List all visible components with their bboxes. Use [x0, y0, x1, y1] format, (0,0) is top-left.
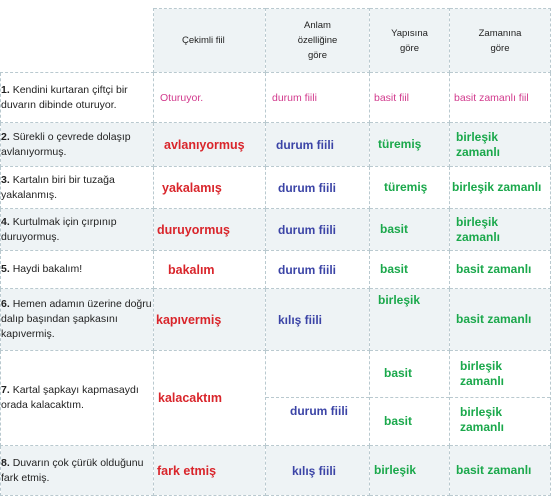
structure-cell — [370, 167, 450, 209]
structure-value: türemiş — [384, 180, 428, 194]
table-row — [1, 351, 551, 446]
structure-cell — [370, 73, 450, 123]
header-tense-label: Zamanına göre — [478, 27, 522, 54]
header-meaning — [266, 9, 370, 73]
row-number: 7. — [1, 384, 10, 396]
row-number: 5. — [1, 263, 10, 275]
table-row — [1, 446, 551, 496]
sentence-cell — [1, 351, 154, 446]
row-number: 3. — [1, 173, 10, 186]
verb-value: bakalım — [168, 262, 215, 277]
structure-cell — [370, 289, 450, 351]
table-row — [1, 73, 551, 123]
meaning-cell — [266, 351, 370, 446]
meaning-value: durum fiili — [278, 222, 336, 237]
structure-cell — [370, 446, 450, 496]
sentence-text: Hemen adamın üzerine doğru dalıp başından şapkasını kapıvermiş. — [1, 298, 152, 340]
verb-cell — [154, 446, 266, 496]
row-number: 2. — [1, 130, 10, 143]
structure-cell — [370, 209, 450, 251]
verb-cell — [154, 123, 266, 167]
verb-cell — [154, 351, 266, 446]
sentence-text: Sürekli o çevrede dolaşıp avlanıyormuş. — [1, 130, 131, 158]
meaning-value: durum fiili — [290, 404, 348, 418]
structure-cell — [370, 351, 450, 446]
header-structure — [370, 9, 450, 73]
tense-cell — [450, 289, 551, 351]
row-number: 1. — [1, 83, 10, 96]
sentence-text: Kartal şapkayı kapmasaydı orada kalacaktım. — [1, 384, 139, 411]
table-row — [1, 167, 551, 209]
structure-value-a: basit — [384, 366, 413, 380]
verb-value: yakalamış — [162, 180, 222, 195]
tense-cell — [450, 446, 551, 496]
structure-value-b: basit — [384, 414, 413, 428]
verb-cell — [154, 167, 266, 209]
sentence-text: Kartalın biri bir tuzağa yakalanmış. — [1, 173, 115, 201]
tense-cell — [450, 123, 551, 167]
tense-cell — [450, 351, 551, 446]
structure-value: türemiş — [378, 137, 422, 151]
row-number: 4. — [1, 215, 10, 228]
table-row — [1, 251, 551, 289]
meaning-cell — [266, 446, 370, 496]
verb-cell — [154, 209, 266, 251]
header-meaning-label: Anlam özelliğine göre — [297, 20, 338, 61]
meaning-value: kılış fiili — [292, 463, 337, 478]
tense-cell — [450, 73, 551, 123]
meaning-cell — [266, 167, 370, 209]
meaning-cell — [266, 123, 370, 167]
structure-value: birleşik — [378, 293, 421, 307]
structure-value: basit — [380, 262, 409, 276]
sentence-cell — [1, 446, 154, 496]
meaning-cell — [266, 289, 370, 351]
tense-cell — [450, 251, 551, 289]
tense-value: birleşik zamanlı — [452, 180, 542, 194]
verb-value: kalacaktım — [158, 391, 222, 405]
verb-cell — [154, 289, 266, 351]
tense-value: basit zamanlı fiil — [454, 91, 529, 104]
sentence-cell — [1, 73, 154, 123]
row-number: 6. — [1, 298, 10, 310]
meaning-value: durum fiili — [272, 91, 317, 104]
meaning-cell — [266, 209, 370, 251]
verb-value: kapıvermiş — [156, 312, 222, 327]
structure-cell — [370, 123, 450, 167]
header-structure-label: Yapısına göre — [391, 27, 428, 54]
sentence-cell — [1, 289, 154, 351]
tense-cell — [450, 209, 551, 251]
meaning-value: durum fiili — [276, 137, 334, 152]
sentence-text: Duvarın çok çürük olduğunu fark etmiş. — [1, 456, 144, 484]
meaning-cell — [266, 73, 370, 123]
tense-value: birleşik zamanlı — [456, 129, 501, 159]
tense-value-b: birleşik zamanlı — [460, 405, 505, 434]
tense-cell — [450, 167, 551, 209]
sentence-cell — [1, 209, 154, 251]
verb-value: duruyormuş — [157, 222, 230, 237]
structure-value: basit — [380, 222, 409, 236]
tense-value: basit zamanlı — [456, 463, 532, 477]
structure-value: basit fiil — [374, 91, 410, 104]
sentence-cell — [1, 123, 154, 167]
sentence-cell — [1, 251, 154, 289]
verb-analysis-table — [0, 8, 551, 496]
meaning-value: durum fiili — [278, 180, 336, 195]
sentence-cell — [1, 167, 154, 209]
verb-value: Oturuyor. — [160, 91, 204, 104]
table-row — [1, 289, 551, 351]
verb-value: fark etmiş — [157, 463, 217, 478]
verb-cell — [154, 73, 266, 123]
tense-value: birleşik zamanlı — [456, 214, 501, 244]
tense-value-a: birleşik zamanlı — [460, 359, 505, 388]
verb-cell — [154, 251, 266, 289]
verb-value: avlanıyormuş — [164, 137, 245, 152]
header-empty — [1, 9, 154, 73]
meaning-value: kılış fiili — [278, 312, 323, 327]
sentence-text: Kurtulmak için çırpınıp duruyormuş. — [1, 215, 117, 243]
header-verb: Çekimli fiil — [154, 9, 266, 73]
meaning-cell — [266, 251, 370, 289]
tense-value: basit zamanlı — [456, 312, 532, 326]
row-number: 8. — [1, 456, 10, 469]
tense-value: basit zamanlı — [456, 262, 532, 276]
meaning-value: durum fiili — [278, 262, 336, 277]
sentence-text: Kendini kurtaran çiftçi bir duvarın dibinde oturuyor. — [1, 83, 128, 111]
structure-cell — [370, 251, 450, 289]
structure-value: birleşik — [374, 463, 417, 477]
header-tense — [450, 9, 551, 73]
table-row — [1, 209, 551, 251]
sentence-text: Haydi bakalım! — [12, 263, 83, 275]
table-row — [1, 123, 551, 167]
header-row — [1, 9, 551, 73]
